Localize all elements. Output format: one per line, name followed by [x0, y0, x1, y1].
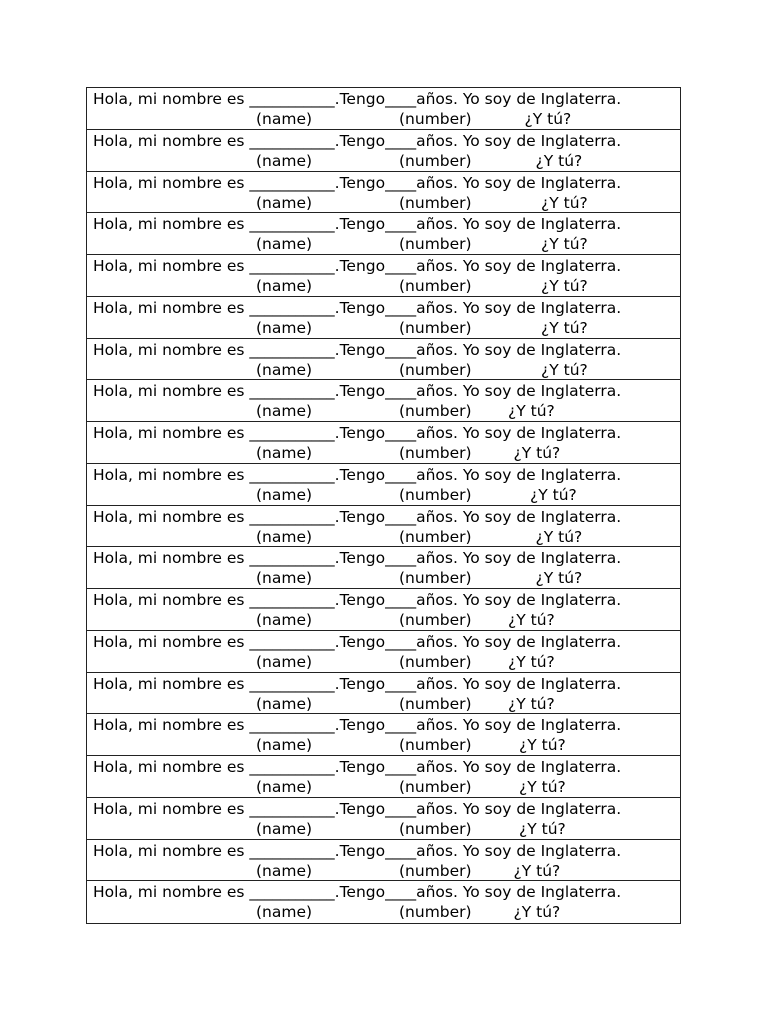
number-label: (number) — [399, 485, 472, 504]
question-label: ¿Y tú? — [535, 151, 583, 170]
number-label: (number) — [399, 652, 472, 671]
sentence-line: Hola, mi nombre es ___________.Tengo____años. Yo soy de Inglaterra. — [93, 883, 622, 902]
name-label: (name) — [256, 819, 313, 838]
worksheet-row — [87, 464, 680, 506]
number-label: (number) — [399, 277, 472, 295]
name-label: (name) — [256, 360, 313, 379]
worksheet-row — [87, 840, 680, 882]
sentence-line: Hola, mi nombre es ___________.Tengo____años. Yo soy de Inglaterra. — [93, 799, 622, 818]
number-label: (number) — [399, 402, 472, 421]
number-label: (number) — [399, 736, 472, 755]
sentence-line: Hola, mi nombre es ___________.Tengo____años. Yo soy de Inglaterra. — [93, 215, 622, 234]
name-label: (name) — [256, 193, 313, 212]
number-label: (number) — [399, 611, 472, 629]
worksheet-row — [87, 589, 680, 631]
worksheet-row — [87, 130, 680, 172]
name-label: (name) — [256, 527, 313, 546]
question-label: ¿Y tú? — [535, 527, 583, 546]
number-label: (number) — [399, 861, 472, 880]
name-label: (name) — [256, 277, 313, 295]
question-label: ¿Y tú? — [541, 277, 588, 295]
sentence-line: Hola, mi nombre es ___________.Tengo____años. Yo soy de Inglaterra. — [93, 758, 622, 776]
question-label: ¿Y tú? — [541, 318, 588, 337]
sentence-line: Hola, mi nombre es ___________.Tengo____años. Yo soy de Inglaterra. — [93, 90, 622, 108]
worksheet-row — [87, 673, 680, 715]
sentence-line: Hola, mi nombre es ___________.Tengo____años. Yo soy de Inglaterra. — [93, 632, 622, 651]
worksheet-row — [87, 380, 680, 422]
number-label: (number) — [399, 819, 472, 838]
worksheet-row — [87, 339, 680, 381]
number-label: (number) — [399, 151, 472, 170]
question-label: ¿Y tú? — [513, 861, 561, 880]
number-label: (number) — [399, 110, 472, 128]
number-label: (number) — [399, 444, 472, 462]
question-label: ¿Y tú? — [508, 652, 555, 671]
number-label: (number) — [399, 235, 472, 254]
sentence-line: Hola, mi nombre es ___________.Tengo____años. Yo soy de Inglaterra. — [93, 716, 622, 735]
name-label: (name) — [256, 235, 313, 254]
sentence-line: Hola, mi nombre es ___________.Tengo____años. Yo soy de Inglaterra. — [93, 173, 622, 192]
worksheet-row — [87, 756, 680, 798]
name-label: (name) — [256, 736, 313, 755]
name-label: (name) — [256, 611, 313, 629]
question-label: ¿Y tú? — [541, 235, 588, 254]
sentence-line: Hola, mi nombre es ___________.Tengo____años. Yo soy de Inglaterra. — [93, 131, 622, 150]
name-label: (name) — [256, 569, 313, 588]
question-label: ¿Y tú? — [535, 569, 583, 588]
name-label: (name) — [256, 110, 313, 128]
worksheet-row — [87, 714, 680, 756]
question-label: ¿Y tú? — [541, 360, 588, 379]
sentence-line: Hola, mi nombre es ___________.Tengo____años. Yo soy de Inglaterra. — [93, 507, 622, 526]
question-label: ¿Y tú? — [541, 193, 588, 212]
name-label: (name) — [256, 778, 313, 796]
worksheet-row — [87, 547, 680, 589]
worksheet-row — [87, 297, 680, 339]
name-label: (name) — [256, 903, 313, 922]
sentence-line: Hola, mi nombre es ___________.Tengo____años. Yo soy de Inglaterra. — [93, 298, 622, 317]
question-label: ¿Y tú? — [519, 736, 566, 755]
sentence-line: Hola, mi nombre es ___________.Tengo____años. Yo soy de Inglaterra. — [93, 340, 622, 359]
name-label: (name) — [256, 485, 313, 504]
number-label: (number) — [399, 903, 472, 922]
question-label: ¿Y tú? — [524, 110, 572, 128]
name-label: (name) — [256, 318, 313, 337]
question-label: ¿Y tú? — [513, 903, 561, 922]
name-label: (name) — [256, 151, 313, 170]
sentence-line: Hola, mi nombre es ___________.Tengo____años. Yo soy de Inglaterra. — [93, 465, 622, 484]
name-label: (name) — [256, 402, 313, 421]
worksheet-row — [87, 422, 680, 464]
number-label: (number) — [399, 318, 472, 337]
question-label: ¿Y tú? — [508, 694, 555, 713]
worksheet-row — [87, 213, 680, 255]
sentence-line: Hola, mi nombre es ___________.Tengo____años. Yo soy de Inglaterra. — [93, 382, 622, 401]
sentence-line: Hola, mi nombre es ___________.Tengo____años. Yo soy de Inglaterra. — [93, 841, 622, 860]
question-label: ¿Y tú? — [508, 611, 555, 629]
question-label: ¿Y tú? — [513, 444, 561, 462]
worksheet-row — [87, 255, 680, 297]
worksheet-table — [86, 87, 681, 924]
worksheet-row — [87, 631, 680, 673]
sentence-line: Hola, mi nombre es ___________.Tengo____años. Yo soy de Inglaterra. — [93, 424, 622, 442]
number-label: (number) — [399, 527, 472, 546]
worksheet-row — [87, 172, 680, 214]
name-label: (name) — [256, 444, 313, 462]
number-label: (number) — [399, 569, 472, 588]
worksheet-row — [87, 506, 680, 548]
number-label: (number) — [399, 694, 472, 713]
sentence-line: Hola, mi nombre es ___________.Tengo____años. Yo soy de Inglaterra. — [93, 674, 622, 693]
name-label: (name) — [256, 694, 313, 713]
sentence-line: Hola, mi nombre es ___________.Tengo____años. Yo soy de Inglaterra. — [93, 257, 622, 275]
question-label: ¿Y tú? — [508, 402, 555, 421]
sentence-line: Hola, mi nombre es ___________.Tengo____años. Yo soy de Inglaterra. — [93, 549, 622, 568]
question-label: ¿Y tú? — [519, 778, 566, 796]
number-label: (number) — [399, 360, 472, 379]
sentence-line: Hola, mi nombre es ___________.Tengo____años. Yo soy de Inglaterra. — [93, 591, 622, 609]
worksheet-row — [87, 881, 680, 923]
worksheet-row — [87, 798, 680, 840]
question-label: ¿Y tú? — [519, 819, 566, 838]
name-label: (name) — [256, 861, 313, 880]
number-label: (number) — [399, 778, 472, 796]
number-label: (number) — [399, 193, 472, 212]
question-label: ¿Y tú? — [530, 485, 577, 504]
worksheet-row — [87, 88, 680, 130]
name-label: (name) — [256, 652, 313, 671]
